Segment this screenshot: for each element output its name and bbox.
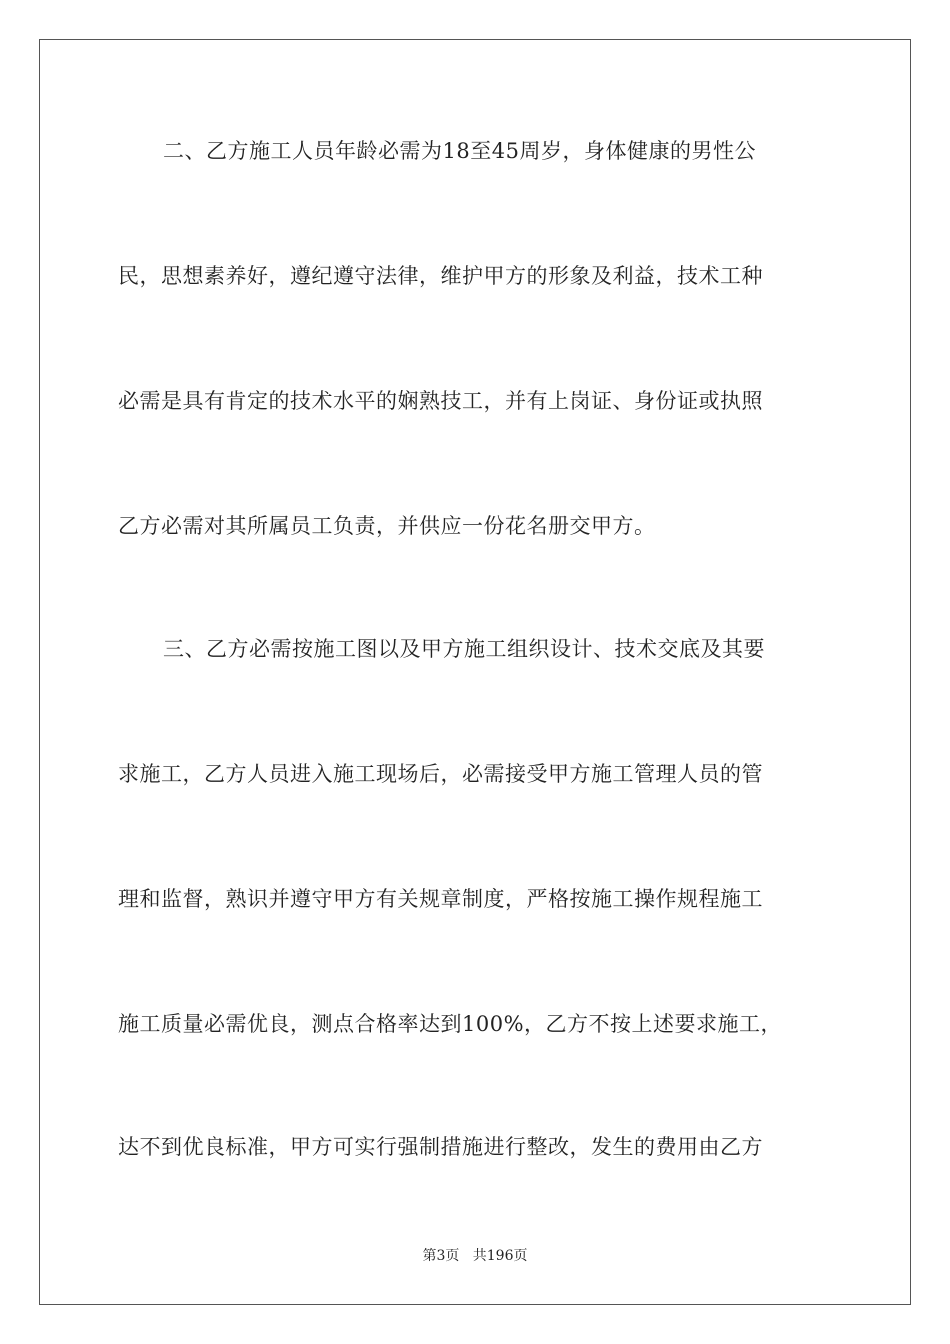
paragraph-line: 二、乙方施工人员年龄必需为18至45周岁，身体健康的男性公 <box>163 139 756 163</box>
page-number: 第3页 <box>422 1248 460 1264</box>
paragraph-line: 三、乙方必需按施工图以及甲方施工组织设计、技术交底及其要 <box>163 637 765 661</box>
total-pages: 共196页 <box>472 1248 528 1264</box>
page-border <box>39 39 911 1305</box>
paragraph-line: 达不到优良标准，甲方可实行强制措施进行整改，发生的费用由乙方 <box>118 1135 763 1159</box>
paragraph-line: 施工质量必需优良，测点合格率达到100%，乙方不按上述要求施工， <box>118 1012 783 1036</box>
paragraph-line: 乙方必需对其所属员工负责，并供应一份花名册交甲方。 <box>118 514 656 538</box>
paragraph-line: 民，思想素养好，遵纪遵守法律，维护甲方的形象及利益，技术工种 <box>118 264 763 288</box>
paragraph-line: 理和监督，熟识并遵守甲方有关规章制度，严格按施工操作规程施工 <box>118 887 763 911</box>
paragraph-line: 必需是具有肯定的技术水平的娴熟技工，并有上岗证、身份证或执照 <box>118 389 763 413</box>
page-footer <box>0 1247 950 1265</box>
paragraph-line: 求施工，乙方人员进入施工现场后，必需接受甲方施工管理人员的管 <box>118 762 763 786</box>
